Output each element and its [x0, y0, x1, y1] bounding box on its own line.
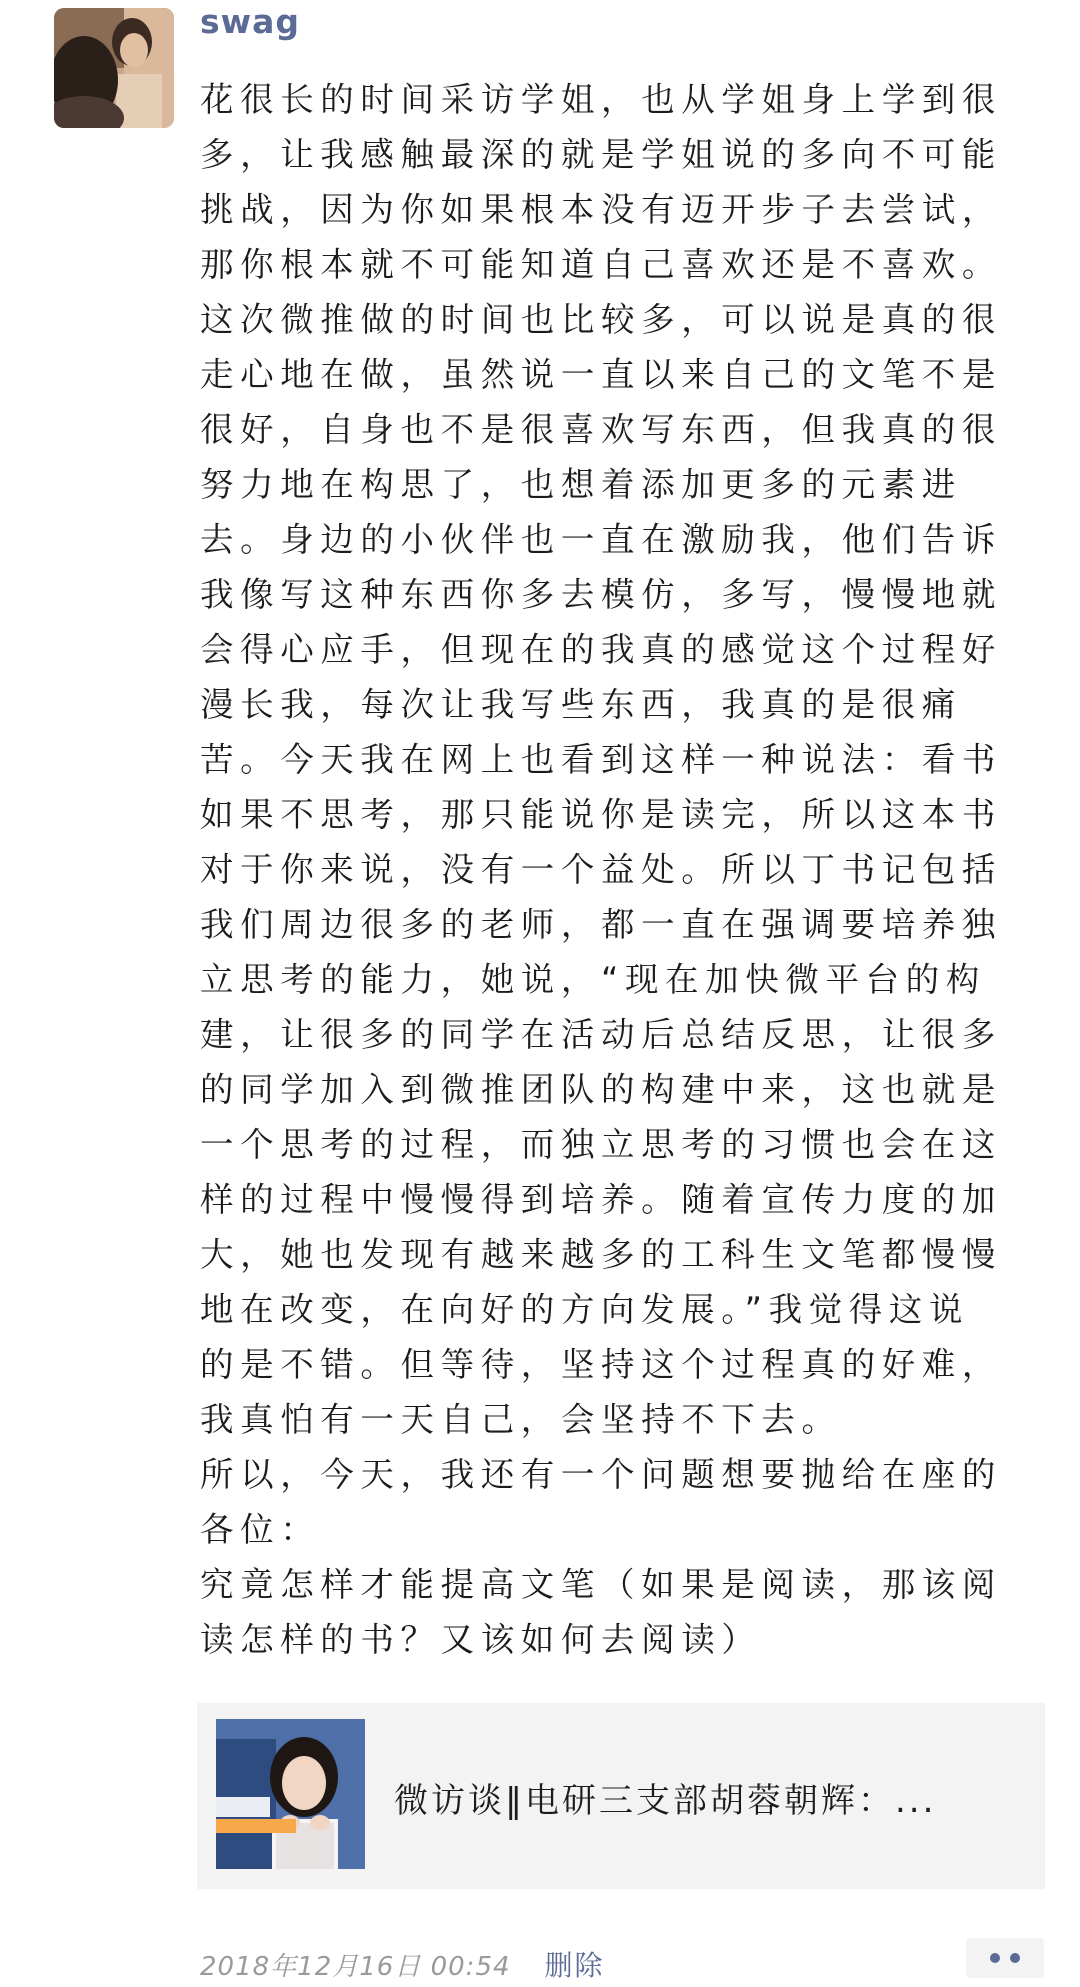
shared-article-card[interactable] — [197, 1703, 1045, 1889]
post-line: 努力地在构思了，也想着添加更多的元素进 — [200, 465, 962, 504]
post-line: 很好，自身也不是很喜欢写东西，但我真的很 — [200, 410, 1002, 449]
more-dots-icon — [1010, 1953, 1020, 1963]
delete-button[interactable]: 删除 — [544, 1949, 605, 1982]
post-line: 这次微推做的时间也比较多，可以说是真的很 — [200, 300, 1002, 339]
post-line: 大，她也发现有越来越多的工科生文笔都慢慢 — [200, 1235, 1002, 1274]
post-footer — [200, 1944, 605, 1984]
post-body — [200, 72, 1046, 1667]
post-line: 我真怕有一天自己，会坚持不下去。 — [200, 1400, 842, 1439]
post-line: 地在改变，在向好的方向发展。”我觉得这说 — [200, 1290, 970, 1329]
username[interactable]: swag — [200, 2, 301, 41]
post-line: 所以，今天，我还有一个问题想要抛给在座的 — [200, 1455, 1002, 1494]
article-thumbnail — [216, 1719, 365, 1869]
post-line: 花很长的时间采访学姐，也从学姐身上学到很 — [200, 80, 1002, 119]
post-line: 究竟怎样才能提高文笔（如果是阅读，那该阅 — [200, 1565, 1002, 1604]
post-line: 苦。今天我在网上也看到这样一种说法：看书 — [200, 740, 1002, 779]
post-line: 走心地在做，虽然说一直以来自己的文笔不是 — [200, 355, 1002, 394]
more-options-button[interactable] — [966, 1938, 1044, 1978]
post-line: 多，让我感触最深的就是学姐说的多向不可能 — [200, 135, 1002, 174]
post-line: 的是不错。但等待，坚持这个过程真的好难， — [200, 1345, 1002, 1384]
timestamp: 2018年12月16日 00:54 — [200, 1951, 511, 1982]
avatar[interactable] — [54, 8, 174, 128]
post-line: 挑战，因为你如果根本没有迈开步子去尝试， — [200, 190, 1002, 229]
post-line: 如果不思考，那只能说你是读完，所以这本书 — [200, 795, 1002, 834]
post-line: 去。身边的小伙伴也一直在激励我，他们告诉 — [200, 520, 1002, 559]
post-line: 读怎样的书？又该如何去阅读） — [200, 1620, 762, 1659]
article-title: 微访谈‖电研三支部胡蓉朝辉：... — [394, 1781, 937, 1821]
avatar-image — [54, 8, 174, 128]
post-line: 我们周边很多的老师，都一直在强调要培养独 — [200, 905, 1002, 944]
more-dots-icon — [990, 1953, 1000, 1963]
post-line: 对于你来说，没有一个益处。所以丁书记包括 — [200, 850, 1002, 889]
post-line: 立思考的能力，她说，“现在加快微平台的构 — [200, 960, 986, 999]
post-line: 那你根本就不可能知道自己喜欢还是不喜欢。 — [200, 245, 1002, 284]
post-line: 我像写这种东西你多去模仿，多写，慢慢地就 — [200, 575, 1002, 614]
post-line: 各位： — [200, 1510, 321, 1549]
post-line: 会得心应手，但现在的我真的感觉这个过程好 — [200, 630, 1002, 669]
post-line: 漫长我，每次让我写些东西，我真的是很痛 — [200, 685, 962, 724]
post-line: 一个思考的过程，而独立思考的习惯也会在这 — [200, 1125, 1002, 1164]
post-line: 样的过程中慢慢得到培养。随着宣传力度的加 — [200, 1180, 1002, 1219]
post-line: 建，让很多的同学在活动后总结反思，让很多 — [200, 1015, 1002, 1054]
post-line: 的同学加入到微推团队的构建中来，这也就是 — [200, 1070, 1002, 1109]
